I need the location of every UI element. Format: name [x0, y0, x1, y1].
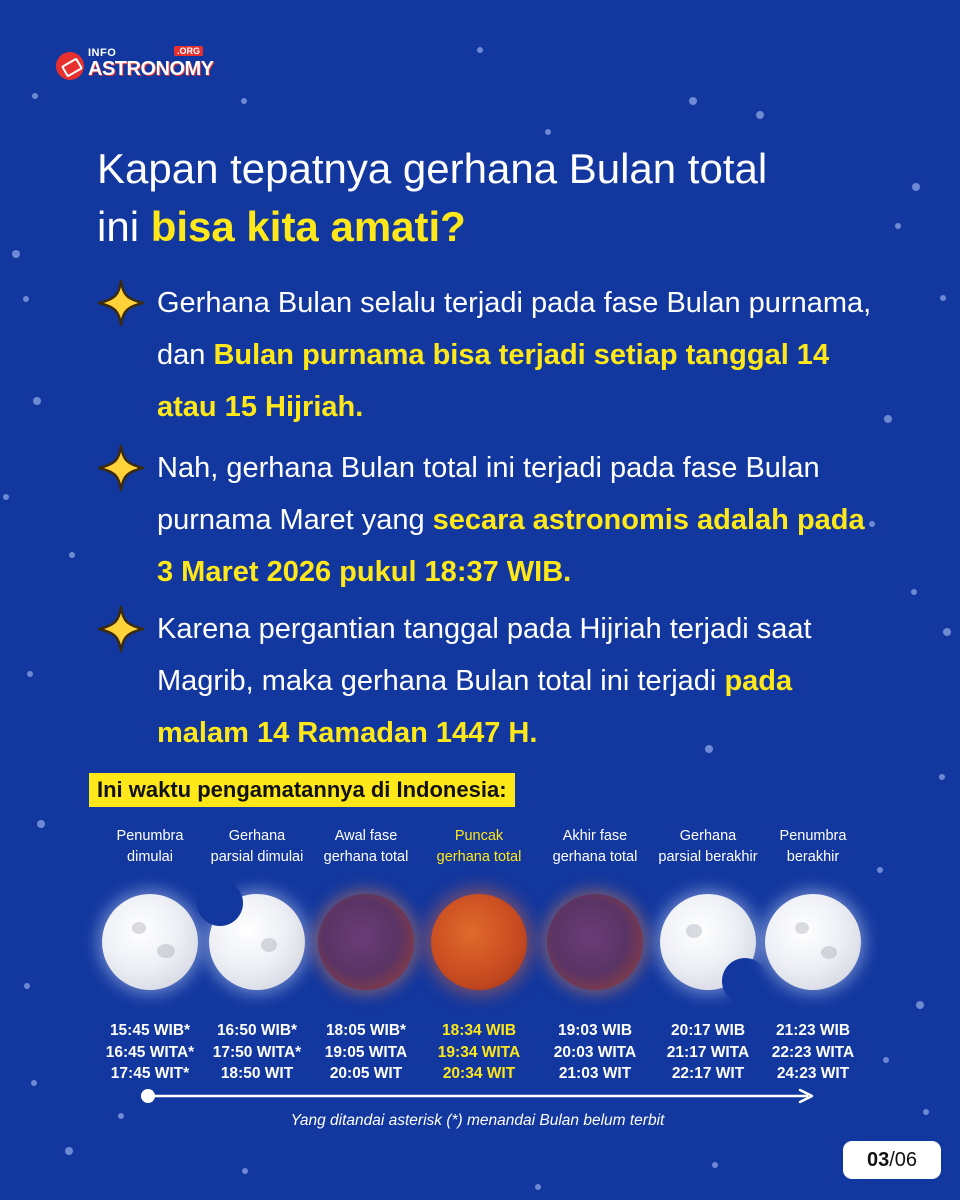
blood-moon-icon	[431, 894, 527, 990]
time-wib: 16:50 WIB*	[216, 1022, 298, 1039]
page-title	[97, 140, 897, 256]
phase-times	[535, 1020, 655, 1085]
phase-peak	[419, 826, 539, 1085]
observation-label: Ini waktu pengamatannya di Indonesia:	[89, 773, 515, 807]
phase-stage-label: Puncak gerhana total	[436, 828, 522, 865]
full-moon-icon	[765, 894, 861, 990]
info-astronomy-logo	[56, 44, 214, 84]
phase-penumbra-start	[90, 826, 210, 1085]
time-wib: 21:23 WIB	[775, 1022, 851, 1039]
bullet-text	[157, 442, 877, 598]
asterisk-footnote: Yang ditandai asterisk (*) menandai Bulan belum terbit	[290, 1112, 665, 1129]
phase-total-end	[535, 826, 655, 1085]
time-wib: 18:05 WIB*	[325, 1022, 407, 1039]
logo-org-tag: .ORG	[174, 46, 203, 56]
sparkle-icon	[97, 444, 145, 492]
phase-times	[419, 1020, 539, 1085]
time-wib: 20:17 WIB	[670, 1022, 746, 1039]
time-wita: 22:23 WITA	[771, 1043, 855, 1061]
time-wita: 16:45 WITA*	[105, 1043, 195, 1061]
bullet-highlight-text: pada malam 14 Ramadan 1447 H.	[157, 665, 793, 749]
time-wit: 20:05 WIT	[329, 1065, 403, 1082]
phase-total-start	[306, 826, 426, 1085]
phase-times	[90, 1020, 210, 1085]
full-moon-icon	[102, 894, 198, 990]
logo-wordmark: ASTRONOMY	[88, 58, 214, 80]
telescope-icon	[56, 52, 84, 80]
title-highlight: bisa kita amati?	[150, 203, 466, 250]
time-wit: 22:17 WIT	[671, 1065, 745, 1082]
phase-stage-label: Penumbra berakhir	[779, 828, 847, 865]
phase-partial-start	[197, 826, 317, 1085]
time-wita: 19:05 WITA	[324, 1043, 408, 1061]
phase-penumbra-end	[753, 826, 873, 1085]
bullet-plain-text: Karena pergantian tanggal pada Hijriah terjadi saat Magrib, maka gerhana Bulan total ini terjadi	[157, 613, 812, 697]
phase-times	[648, 1020, 768, 1085]
total-eclipse-end-moon-icon	[547, 894, 643, 990]
page-current: 03	[866, 1149, 890, 1171]
time-wib: 18:34 WIB	[441, 1022, 517, 1039]
title-line2: ini	[97, 203, 151, 250]
sparkle-icon	[97, 605, 145, 653]
bullet-plain-text: Gerhana Bulan selalu terjadi pada fase Bulan purnama, dan	[157, 287, 872, 371]
time-wita: 19:34 WITA	[437, 1043, 521, 1061]
phase-stage-label: Gerhana parsial berakhir	[658, 828, 758, 865]
time-wita: 17:50 WITA*	[212, 1043, 302, 1061]
time-wit: 18:50 WIT	[220, 1065, 294, 1082]
phase-stage-label: Penumbra dimulai	[116, 828, 184, 865]
phase-stage-label: Gerhana parsial dimulai	[210, 828, 304, 865]
bullet-text	[157, 277, 877, 433]
timeline-arrow	[140, 1087, 820, 1105]
time-wib: 19:03 WIB	[557, 1022, 633, 1039]
phase-stage-label: Awal fase gerhana total	[323, 828, 409, 865]
time-wit: 21:03 WIT	[558, 1065, 632, 1082]
time-wit: 17:45 WIT*	[110, 1065, 190, 1082]
time-wit: 20:34 WIT	[442, 1065, 516, 1082]
bullet-text	[157, 603, 877, 759]
time-wita: 21:17 WITA	[666, 1043, 750, 1061]
time-wit: 24:23 WIT	[776, 1065, 850, 1082]
page-total: /06	[889, 1149, 918, 1171]
partial-eclipse-moon-icon	[660, 894, 756, 990]
logo-info-text: INFO	[88, 47, 117, 59]
total-eclipse-start-moon-icon	[318, 894, 414, 990]
phase-partial-end	[648, 826, 768, 1085]
bullet-plain-text: Nah, gerhana Bulan total ini terjadi pada fase Bulan purnama Maret yang	[157, 452, 820, 536]
page-indicator	[843, 1141, 941, 1179]
bullet-highlight-text: secara astronomis adalah pada 3 Maret 2026 pukul 18:37 WIB.	[157, 504, 865, 588]
partial-eclipse-moon-icon	[209, 894, 305, 990]
bullet-highlight-text: Bulan purnama bisa terjadi setiap tanggal 14 atau 15 Hijriah.	[157, 339, 830, 423]
time-wita: 20:03 WITA	[553, 1043, 637, 1061]
title-line1: Kapan tepatnya gerhana Bulan total	[97, 145, 768, 192]
phase-stage-label: Akhir fase gerhana total	[552, 828, 638, 865]
time-wib: 15:45 WIB*	[109, 1022, 191, 1039]
phase-times	[197, 1020, 317, 1085]
phase-times	[753, 1020, 873, 1085]
phase-times	[306, 1020, 426, 1085]
sparkle-icon	[97, 279, 145, 327]
